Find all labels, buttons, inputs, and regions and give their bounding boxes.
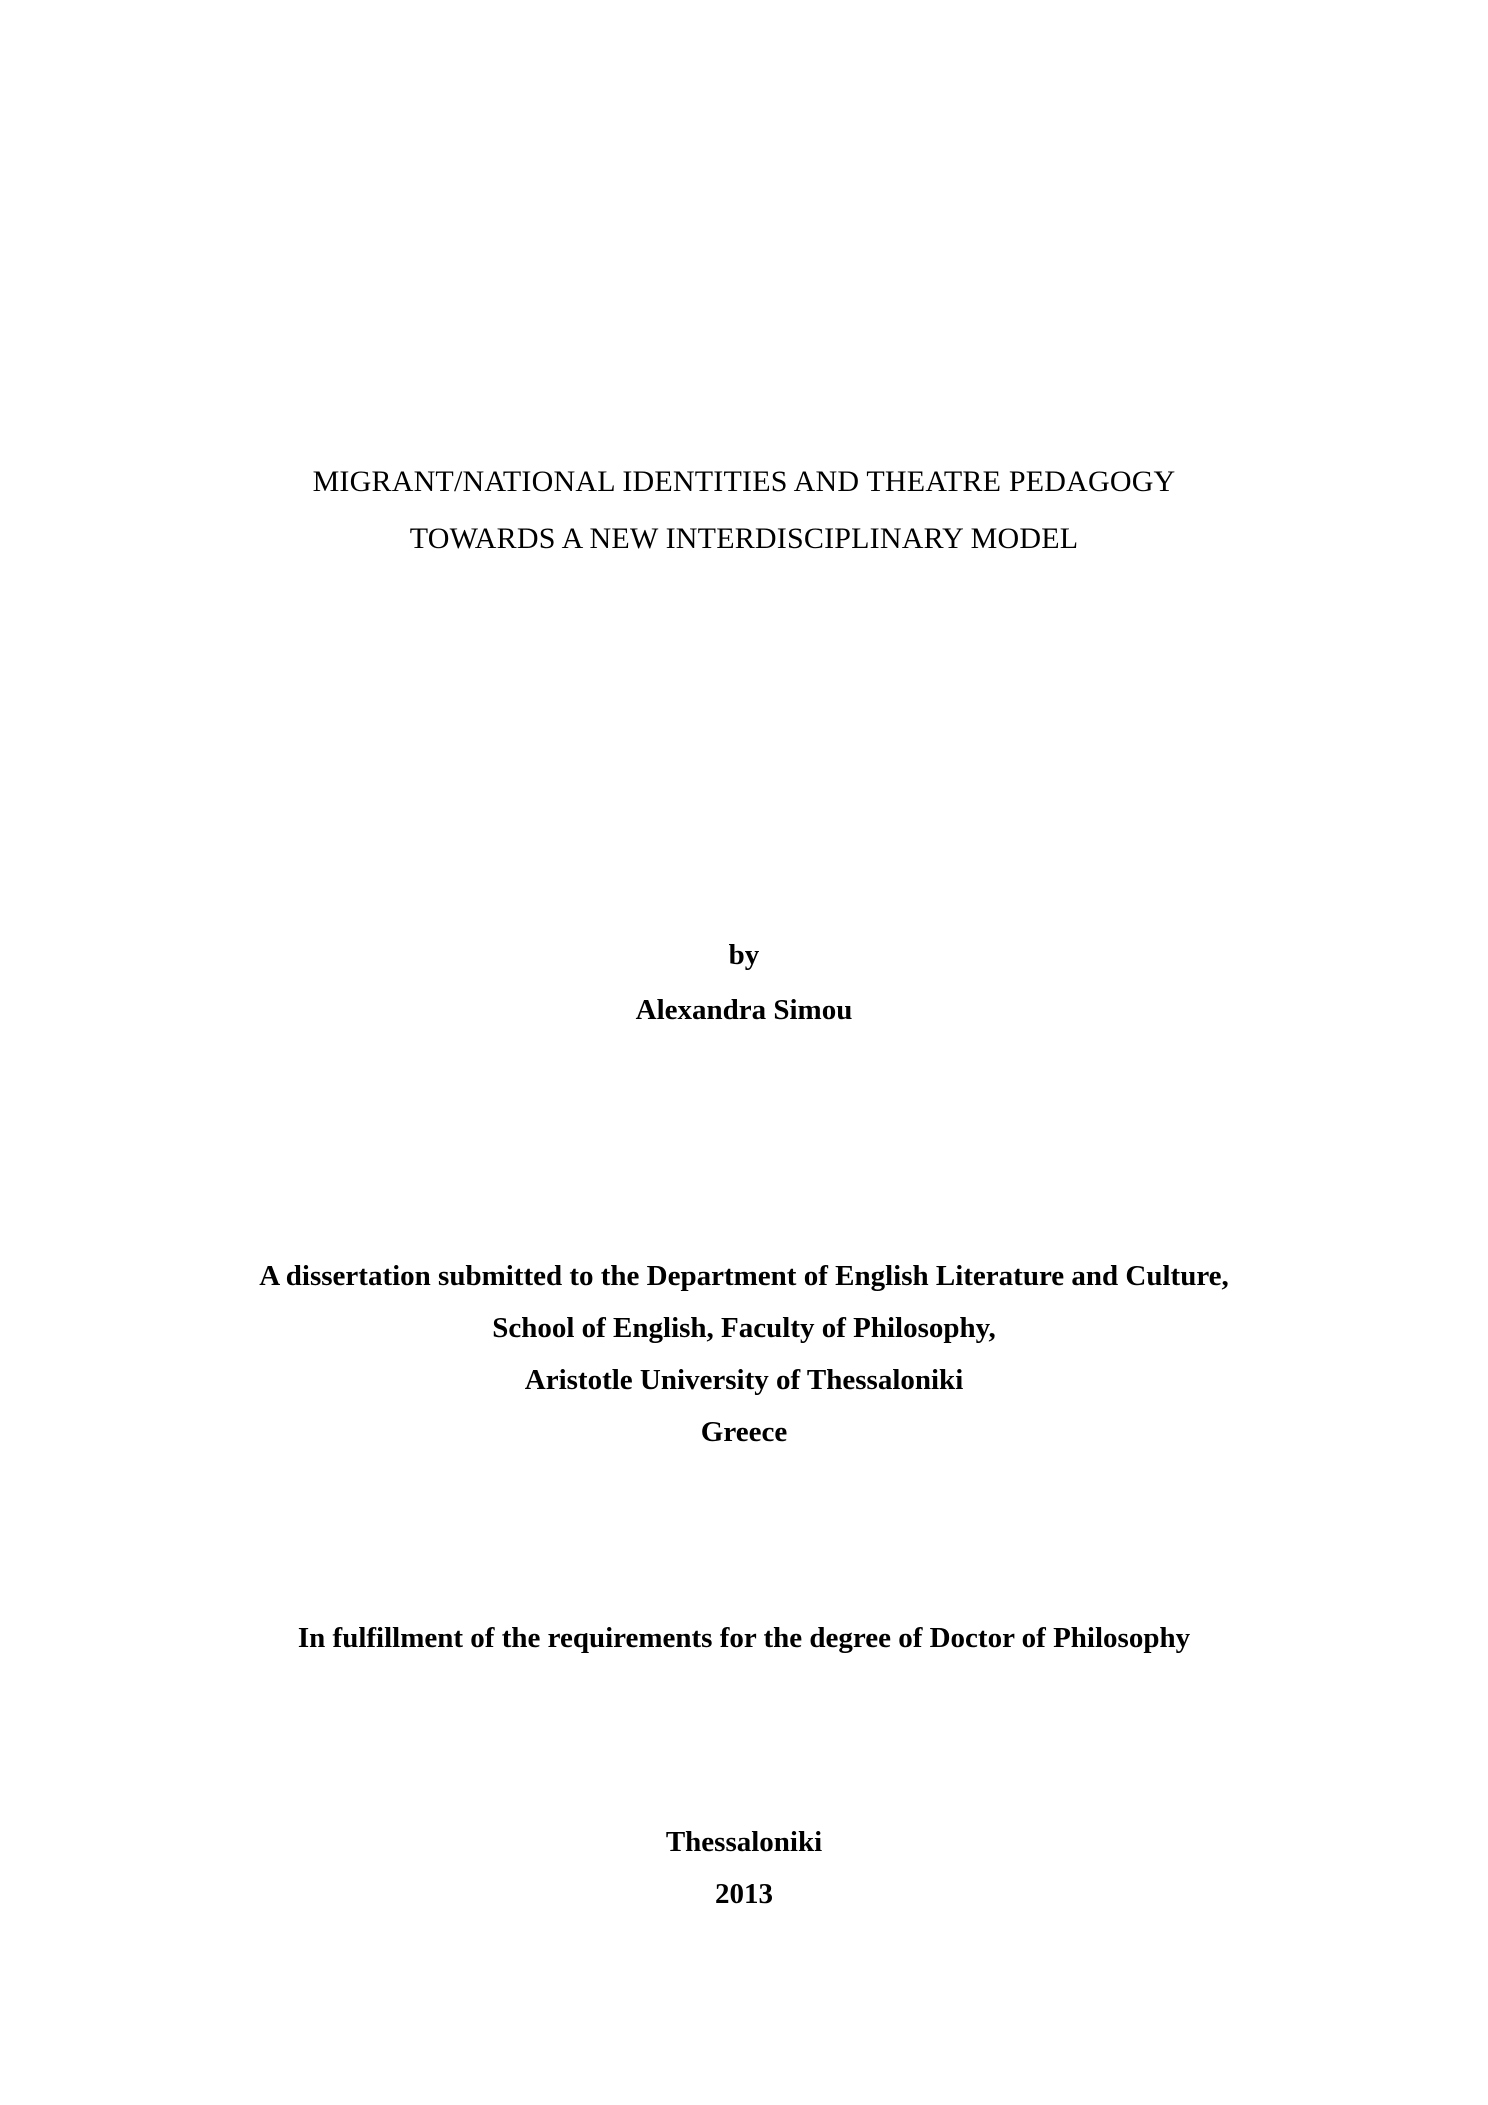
place: Thessaloniki [665, 1826, 823, 1858]
title-line-1: MIGRANT/NATIONAL IDENTITIES AND THEATRE PEDAGOGY [312, 465, 1176, 498]
submission-line-4: Greece [700, 1416, 788, 1448]
title-line-2: TOWARDS A NEW INTERDISCIPLINARY MODEL [409, 522, 1079, 555]
year: 2013 [715, 1878, 773, 1910]
submission-line-1: A dissertation submitted to the Department of English Literature and Culture, [259, 1260, 1229, 1292]
author-name: Alexandra Simou [635, 994, 853, 1026]
degree-requirement: In fulfillment of the requirements for the degree of Doctor of Philosophy [297, 1622, 1191, 1654]
by-label: by [728, 939, 760, 971]
submission-line-3: Aristotle University of Thessaloniki [524, 1364, 964, 1396]
submission-line-2: School of English, Faculty of Philosophy, [492, 1312, 996, 1344]
